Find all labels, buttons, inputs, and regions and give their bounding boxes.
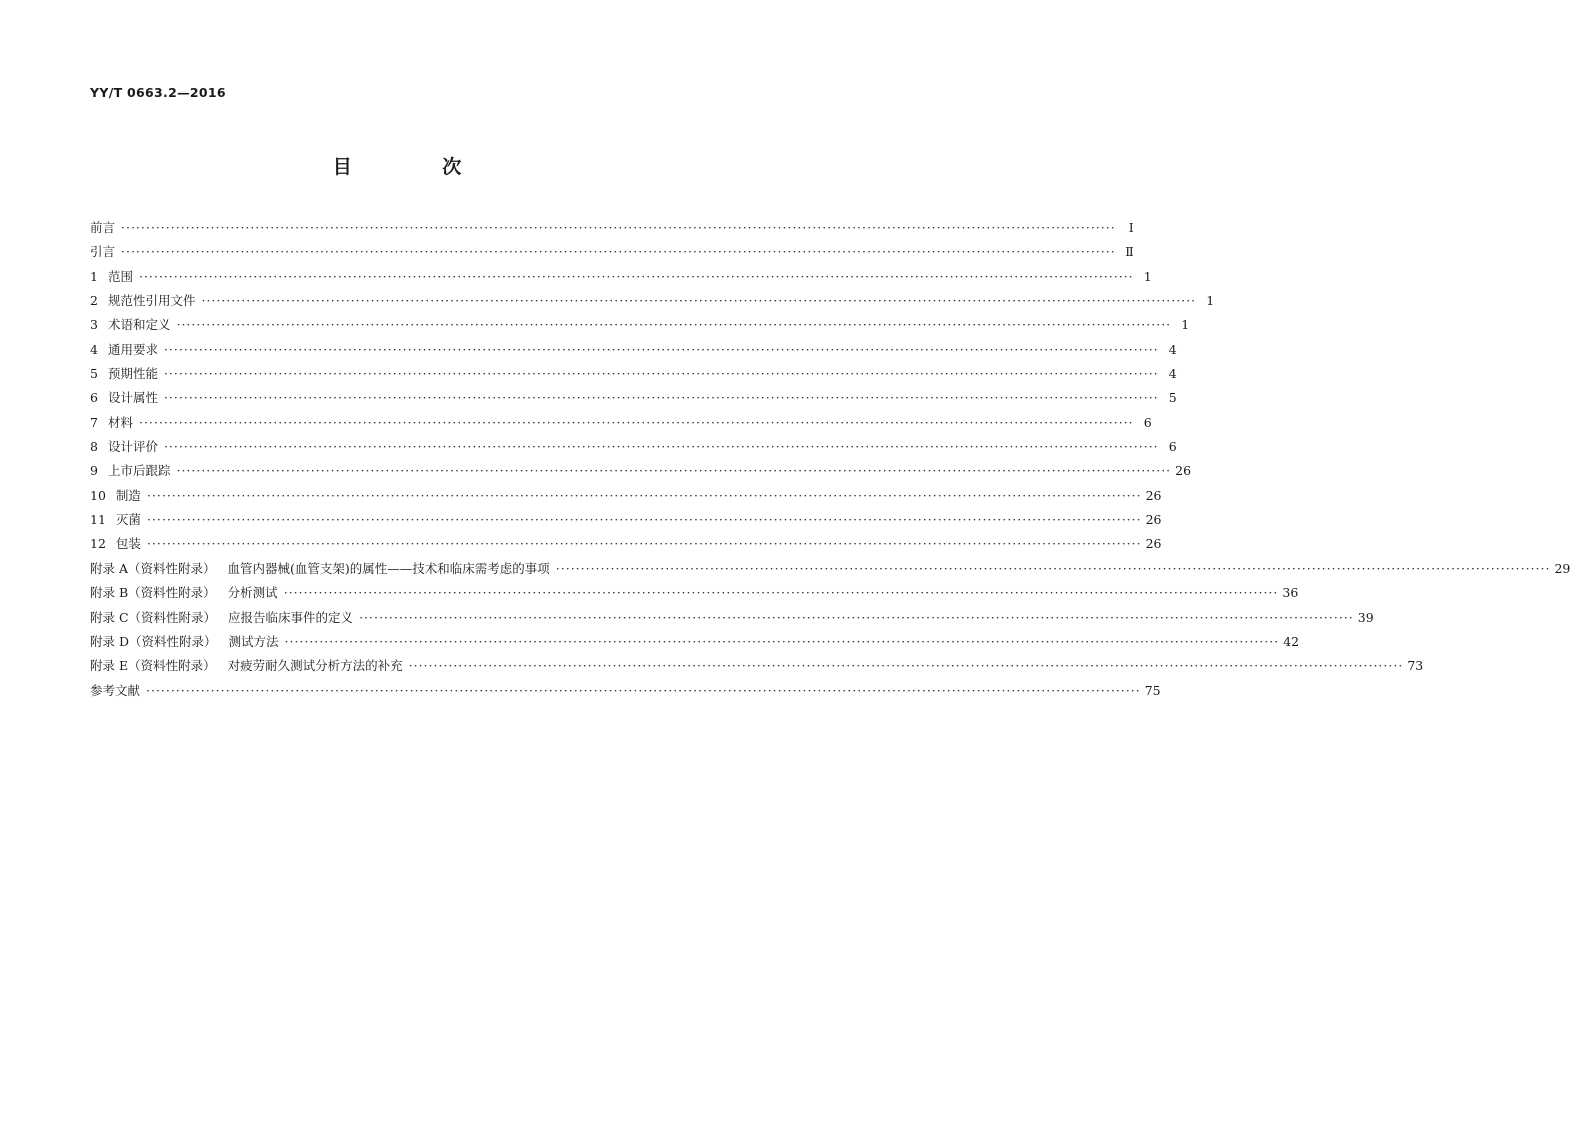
toc-entry-label: 制造 bbox=[115, 487, 141, 503]
dot-leader: ········································································································································································································ bbox=[146, 536, 1142, 552]
dot-leader: ········································································································································································································ bbox=[146, 487, 1142, 503]
toc-entry-number: 2 bbox=[90, 293, 98, 309]
toc-entry-number: 11 bbox=[90, 512, 106, 528]
toc-entry[interactable] bbox=[90, 386, 1177, 410]
toc-entry[interactable] bbox=[90, 411, 1152, 435]
toc-entry[interactable] bbox=[90, 484, 1162, 508]
toc-entry-number: 3 bbox=[90, 317, 98, 333]
toc-entry-number: 附录 A（资料性附录） bbox=[90, 560, 216, 576]
toc-entry-label: 引言 bbox=[90, 244, 116, 260]
dot-leader: ········································································································································································································ bbox=[201, 293, 1197, 309]
toc-entry-label: 包装 bbox=[115, 536, 141, 552]
toc-entry-page: 42 bbox=[1283, 633, 1300, 649]
dot-leader: ········································································································································································································ bbox=[163, 366, 1159, 382]
toc-entry-page: 36 bbox=[1282, 585, 1299, 601]
toc-entry[interactable] bbox=[90, 557, 1570, 581]
toc-entry-label: 血管内器械(血管支架)的属性——技术和临床需考虑的事项 bbox=[227, 560, 550, 576]
toc-entry-number: 附录 B（资料性附录） bbox=[90, 585, 216, 601]
page-title: 目 次 bbox=[332, 156, 504, 178]
toc-entry-number: 10 bbox=[90, 487, 106, 503]
dot-leader: ········································································································································································································ bbox=[284, 633, 1280, 649]
table-of-contents bbox=[90, 216, 1570, 703]
toc-entry-label: 灭菌 bbox=[115, 512, 141, 528]
toc-entry-label: 设计评价 bbox=[107, 439, 158, 455]
toc-entry-page: 26 bbox=[1145, 487, 1162, 503]
toc-entry-page: 6 bbox=[1168, 439, 1177, 455]
dot-leader: ········································································································································································································ bbox=[121, 220, 1116, 235]
toc-entry-label: 材料 bbox=[107, 414, 133, 430]
toc-entry-number: 附录 C（资料性附录） bbox=[90, 609, 217, 625]
toc-entry-label: 通用要求 bbox=[107, 341, 158, 357]
dot-leader: ········································································································································································································ bbox=[283, 585, 1279, 601]
toc-entry[interactable] bbox=[90, 679, 1161, 703]
dot-leader: ········································································································································································································ bbox=[138, 414, 1134, 430]
toc-entry-label: 对疲劳耐久测试分析方法的补充 bbox=[227, 658, 403, 674]
toc-entry-page: 6 bbox=[1143, 414, 1152, 430]
toc-entry-page: 26 bbox=[1145, 536, 1162, 552]
toc-entry-label: 参考文献 bbox=[90, 682, 141, 698]
toc-entry-number: 附录 E（资料性附录） bbox=[90, 658, 216, 674]
toc-entry[interactable] bbox=[90, 459, 1192, 483]
toc-entry-page: 1 bbox=[1181, 317, 1190, 333]
toc-entry-label: 术语和定义 bbox=[107, 317, 171, 333]
toc-entry-page: 4 bbox=[1168, 366, 1177, 382]
toc-entry[interactable] bbox=[90, 265, 1152, 289]
toc-entry-number: 6 bbox=[90, 390, 98, 406]
toc-entry[interactable] bbox=[90, 289, 1215, 313]
toc-entry-label: 分析测试 bbox=[227, 585, 278, 601]
toc-entry-number: 7 bbox=[90, 414, 98, 430]
dot-leader: ········································································································································································································ bbox=[138, 268, 1134, 284]
standard-code: YY/T 0663.2—2016 bbox=[90, 85, 226, 100]
dot-leader: ········································································································································································································ bbox=[359, 609, 1354, 625]
toc-entry-page: 4 bbox=[1168, 341, 1177, 357]
toc-entry-label: 设计属性 bbox=[107, 390, 158, 406]
toc-entry-label: 规范性引用文件 bbox=[107, 293, 196, 309]
toc-entry-page: 29 bbox=[1554, 560, 1570, 576]
toc-entry[interactable] bbox=[90, 581, 1299, 605]
toc-entry[interactable] bbox=[90, 654, 1424, 678]
dot-leader: ········································································································································································································ bbox=[163, 390, 1159, 406]
toc-entry[interactable] bbox=[90, 240, 1134, 264]
dot-leader: ········································································································································································································ bbox=[146, 512, 1142, 528]
toc-entry-label: 测试方法 bbox=[228, 633, 279, 649]
toc-entry-label: 范围 bbox=[107, 268, 133, 284]
toc-entry-page: 75 bbox=[1144, 682, 1161, 698]
toc-entry-page: 73 bbox=[1407, 658, 1424, 674]
toc-entry[interactable] bbox=[90, 508, 1162, 532]
toc-entry[interactable] bbox=[90, 630, 1300, 654]
toc-entry[interactable] bbox=[90, 313, 1190, 337]
toc-entry-page: 26 bbox=[1175, 463, 1192, 479]
toc-entry-label: 上市后跟踪 bbox=[107, 463, 171, 479]
dot-leader: ········································································································································································································ bbox=[163, 439, 1159, 455]
toc-entry-number: 9 bbox=[90, 463, 98, 479]
toc-entry-page: Ⅱ bbox=[1125, 244, 1134, 260]
toc-entry-label: 前言 bbox=[90, 220, 116, 235]
dot-leader: ········································································································································································································ bbox=[408, 658, 1404, 674]
toc-entry-number: 附录 D（资料性附录） bbox=[90, 633, 217, 649]
dot-leader: ········································································································································································································ bbox=[176, 463, 1172, 479]
toc-entry[interactable] bbox=[90, 338, 1177, 362]
dot-leader: ········································································································································································································ bbox=[163, 341, 1159, 357]
dot-leader: ········································································································································································································ bbox=[555, 560, 1551, 576]
toc-entry-number: 1 bbox=[90, 268, 98, 284]
toc-entry-number: 12 bbox=[90, 536, 106, 552]
toc-entry-label: 应报告临床事件的定义 bbox=[228, 609, 354, 625]
toc-entry-number: 8 bbox=[90, 439, 98, 455]
toc-entry[interactable] bbox=[90, 216, 1134, 240]
dot-leader: ········································································································································································································ bbox=[146, 682, 1141, 698]
toc-entry-page: Ⅰ bbox=[1128, 220, 1134, 235]
toc-entry[interactable] bbox=[90, 532, 1162, 556]
dot-leader: ········································································································································································································ bbox=[176, 317, 1172, 333]
toc-entry-page: 39 bbox=[1357, 609, 1374, 625]
toc-entry-page: 26 bbox=[1145, 512, 1162, 528]
toc-entry-page: 5 bbox=[1168, 390, 1177, 406]
toc-entry-number: 5 bbox=[90, 366, 98, 382]
toc-entry-page: 1 bbox=[1206, 293, 1215, 309]
toc-entry[interactable] bbox=[90, 362, 1177, 386]
toc-entry[interactable] bbox=[90, 435, 1177, 459]
dot-leader: ········································································································································································································ bbox=[121, 244, 1116, 260]
toc-entry-number: 4 bbox=[90, 341, 98, 357]
toc-entry[interactable] bbox=[90, 606, 1374, 630]
toc-entry-page: 1 bbox=[1143, 268, 1152, 284]
toc-entry-label: 预期性能 bbox=[107, 366, 158, 382]
